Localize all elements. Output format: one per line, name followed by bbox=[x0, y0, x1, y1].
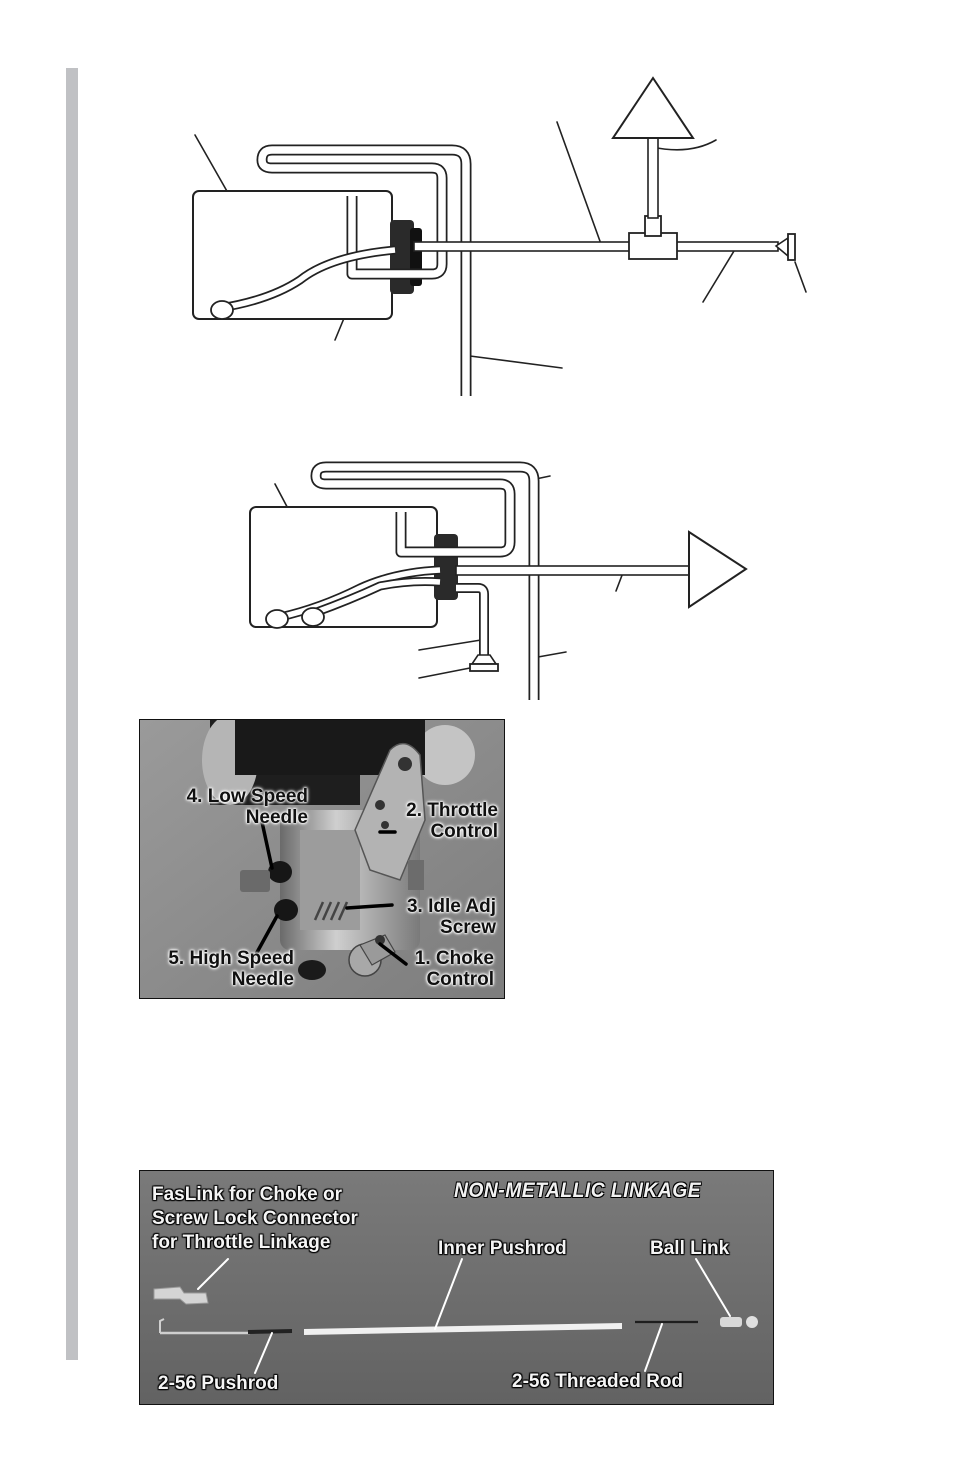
carburetor-photo bbox=[139, 719, 505, 999]
label-throttle-control: 2. Throttle Control bbox=[406, 800, 498, 842]
label-low-speed-needle: 4. Low Speed Needle bbox=[186, 786, 308, 828]
carb-triangle bbox=[689, 532, 746, 607]
fuel-system-diagram-bottom bbox=[0, 440, 954, 710]
leader-fuel-line bbox=[703, 251, 734, 302]
leader-plug bbox=[795, 262, 806, 292]
linkage-title: NON-METALLIC LINKAGE bbox=[454, 1179, 702, 1202]
label-high-speed-needle: 5. High Speed Needle bbox=[168, 948, 294, 990]
label-ball-link: Ball Link bbox=[650, 1238, 730, 1259]
fill-triangle bbox=[613, 78, 693, 138]
linkage-photo bbox=[139, 1170, 774, 1405]
leader-fill-plug bbox=[419, 668, 470, 678]
leader-fill-cap bbox=[652, 140, 716, 150]
leader-vent-line bbox=[557, 122, 601, 244]
label-2-56-pushrod: 2-56 Pushrod bbox=[158, 1373, 279, 1394]
label-idle-adj-screw: 3. Idle Adj Screw bbox=[406, 896, 496, 938]
clunk bbox=[211, 301, 233, 319]
clunk-b bbox=[302, 608, 324, 626]
leader-overflow bbox=[470, 356, 562, 368]
carb-line bbox=[456, 566, 689, 575]
vent-line bbox=[648, 136, 658, 218]
fuel-dot bbox=[788, 234, 795, 260]
clunk-a bbox=[266, 610, 288, 628]
fuel-system-diagram-top bbox=[0, 0, 954, 420]
leader-fill-line bbox=[419, 640, 481, 650]
label-inner-pushrod: Inner Pushrod bbox=[438, 1238, 567, 1259]
fuel-tank-2 bbox=[250, 507, 437, 627]
fill-plug bbox=[470, 664, 498, 671]
fuel-line bbox=[414, 242, 778, 251]
leader-overflow-2 bbox=[538, 652, 566, 657]
label-faslink: FasLink for Choke or Screw Lock Connector for Throttle Linkage bbox=[152, 1184, 358, 1253]
label-choke-control: 1. Choke Control bbox=[414, 948, 494, 990]
label-2-56-threaded-rod: 2-56 Threaded Rod bbox=[512, 1371, 684, 1392]
